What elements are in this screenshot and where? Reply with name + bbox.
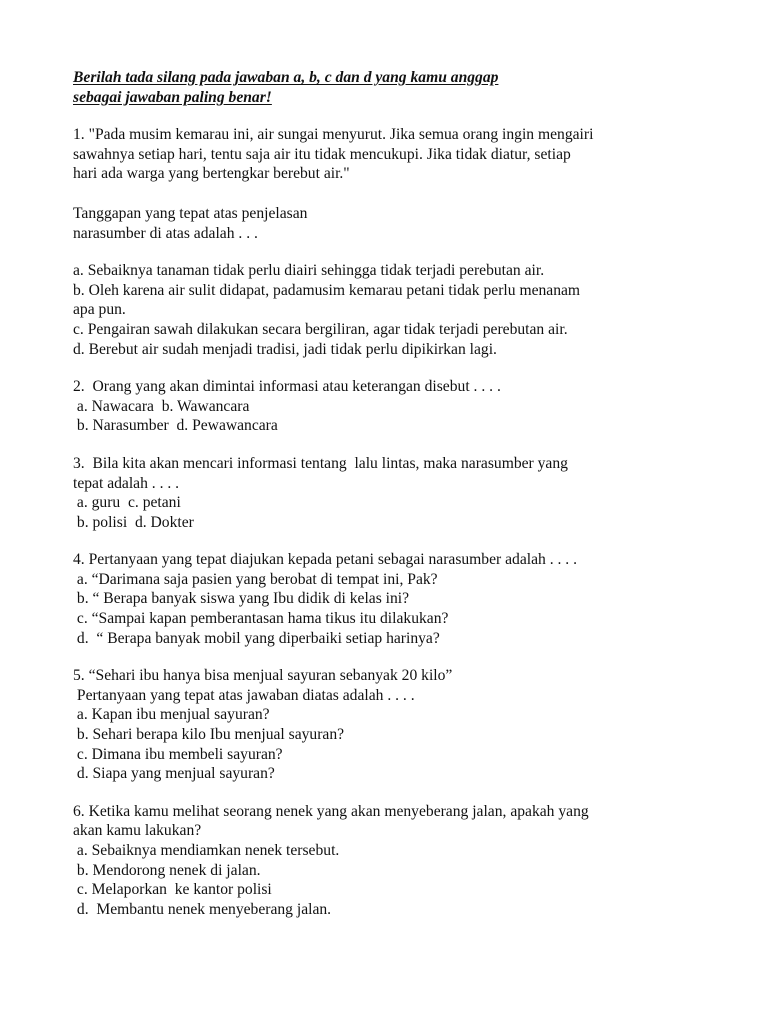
answer-option: c. “Sampai kapan pemberantasan hama tikus itu dilakukan? — [73, 610, 449, 628]
question-3 — [73, 454, 713, 532]
answer-option: d. “ Berapa banyak mobil yang diperbaiki setiap harinya? — [73, 629, 440, 647]
question-text-line: 3. Bila kita akan mencari informasi tentang lalu lintas, maka narasumber yang — [73, 454, 568, 472]
question-5 — [73, 666, 713, 784]
worksheet-page — [73, 68, 713, 919]
question-1-prompt — [73, 204, 713, 243]
answer-option: b. polisi d. Dokter — [73, 513, 194, 531]
answer-option: apa pun. — [73, 301, 126, 319]
answer-option: a. Sebaiknya tanaman tidak perlu diairi sehingga tidak terjadi perebutan air. — [73, 262, 545, 280]
answer-option: b. Mendorong nenek di jalan. — [73, 861, 261, 879]
answer-option: c. Pengairan sawah dilakukan secara bergiliran, agar tidak terjadi perebutan air. — [73, 320, 568, 338]
answer-option: a. “Darimana saja pasien yang berobat di tempat ini, Pak? — [73, 570, 438, 588]
question-4 — [73, 550, 713, 648]
question-text-line: hari ada warga yang bertengkar berebut air." — [73, 165, 350, 183]
prompt-line: Tanggapan yang tepat atas penjelasan — [73, 204, 308, 222]
instruction-heading — [73, 68, 713, 107]
answer-option: a. Nawacara b. Wawancara — [73, 397, 250, 415]
question-text-line: 6. Ketika kamu melihat seorang nenek yang akan menyeberang jalan, apakah yang — [73, 802, 589, 820]
answer-option: d. Berebut air sudah menjadi tradisi, jadi tidak perlu dipikirkan lagi. — [73, 340, 497, 358]
question-1 — [73, 125, 713, 184]
question-1-options — [73, 261, 713, 359]
answer-option: b. Narasumber d. Pewawancara — [73, 417, 278, 435]
prompt-line: narasumber di atas adalah . . . — [73, 224, 258, 242]
question-text-line: 5. “Sehari ibu hanya bisa menjual sayuran sebanyak 20 kilo” — [73, 667, 453, 685]
answer-option: a. Sebaiknya mendiamkan nenek tersebut. — [73, 842, 340, 859]
question-text-line: 1. "Pada musim kemarau ini, air sungai menyurut. Jika semua orang ingin mengairi — [73, 126, 594, 144]
answer-option: c. Melaporkan ke kantor polisi — [73, 881, 272, 899]
answer-option: a. Kapan ibu menjual sayuran? — [73, 706, 270, 724]
question-text-line: 4. Pertanyaan yang tepat diajukan kepada petani sebagai narasumber adalah . . . . — [73, 551, 577, 569]
answer-option: b. “ Berapa banyak siswa yang Ibu didik di kelas ini? — [73, 590, 410, 608]
instruction-line: Berilah tada silang pada jawaban a, b, c dan d yang kamu anggap — [73, 69, 499, 86]
answer-option: d. Membantu nenek menyeberang jalan. — [73, 900, 332, 918]
question-6 — [73, 802, 713, 920]
instruction-line: sebagai jawaban paling benar! — [73, 88, 272, 106]
question-text-line: Pertanyaan yang tepat atas jawaban diatas adalah . . . . — [73, 686, 415, 704]
question-text-line: sawahnya setiap hari, tentu saja air itu tidak mencukupi. Jika tidak diatur, setiap — [73, 145, 571, 163]
question-text-line: akan kamu lakukan? — [73, 822, 202, 840]
answer-option: d. Siapa yang menjual sayuran? — [73, 765, 275, 783]
answer-option: a. guru c. petani — [73, 494, 181, 512]
question-2 — [73, 377, 713, 436]
answer-option: c. Dimana ibu membeli sayuran? — [73, 745, 283, 763]
question-text-line: 2. Orang yang akan dimintai informasi atau keterangan disebut . . . . — [73, 378, 501, 396]
answer-option: b. Oleh karena air sulit didapat, padamusim kemarau petani tidak perlu menanam — [73, 281, 581, 299]
answer-option: b. Sehari berapa kilo Ibu menjual sayuran? — [73, 726, 345, 744]
question-text-line: tepat adalah . . . . — [73, 474, 180, 492]
